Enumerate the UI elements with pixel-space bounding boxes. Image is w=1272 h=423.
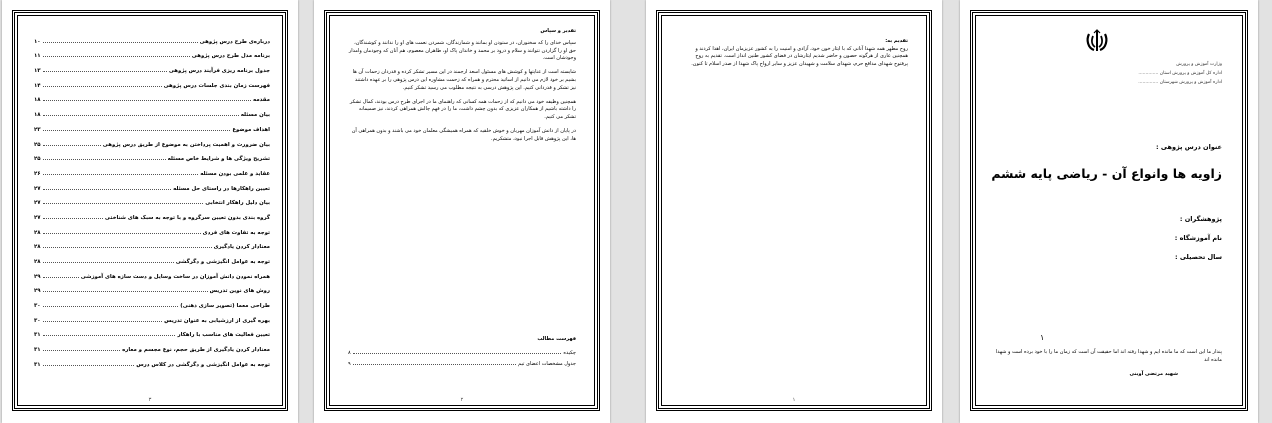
toc-entry	[34, 59, 270, 74]
contents-preview	[348, 336, 576, 367]
leader-dots	[43, 277, 79, 278]
page-number: ۱	[792, 397, 796, 403]
toc-entry-page: ۳۰	[34, 317, 41, 324]
page-border	[656, 10, 932, 411]
toc-entry	[34, 294, 270, 309]
leader-dots	[43, 218, 103, 219]
toc-entry-title: فهرست زمان بندی جلسات درس پژوهی	[163, 82, 270, 89]
page-number: ۳	[148, 397, 152, 403]
leader-dots	[43, 262, 174, 263]
cover-fields	[1000, 210, 1222, 267]
toc-entry-page: ۱۸	[34, 112, 41, 119]
toc-entry-page: ۲۵	[34, 141, 41, 148]
leader-dots	[353, 353, 562, 354]
item-title: چکیده	[563, 350, 576, 356]
toc-entry-title: بیان ضرورت و اهمیت پرداختن به موضوع از طریق درس پژوهی	[102, 141, 270, 148]
toc-entry	[34, 103, 270, 118]
toc-entry	[34, 148, 270, 163]
toc-entry-title: طراحی معما (تصویر سازی ذهنی)	[180, 303, 270, 310]
list-item	[348, 345, 576, 356]
toc-entry-title: مقدمه	[253, 97, 270, 104]
toc-entry-page: ۲۷	[34, 200, 41, 207]
toc-entry-page: ۱۸	[34, 97, 41, 104]
paragraph: همچنین وظیفه خود می دانیم که از زحمات همه کسانی که راهنمای ما در اجرای طرح درس بودند، کمال تشکر را داشته باشیم از همکاران عزیزی که بدون چشم داشت، ما را در فهم چالش همراهی کردند، نیز صمیمانه تشکر می کنیم.	[349, 98, 576, 121]
page-cover	[960, 0, 1258, 423]
toc-entry-title: جدول برنامه ریزی فرآیند درس پژوهی	[168, 68, 270, 75]
toc-entry-title: درباره‌ی طرح درس پژوهی	[199, 38, 270, 45]
page-acknowledgements	[314, 0, 610, 423]
toc-entry	[34, 133, 270, 148]
leader-dots	[43, 335, 176, 336]
school-year-field: سال تحصیلی :	[1174, 253, 1222, 261]
toc-entry	[34, 353, 270, 368]
leader-dots	[43, 174, 199, 175]
item-page: ۸	[348, 350, 351, 356]
toc-entry-page: ۲۶	[34, 170, 41, 177]
section-number: ۱	[1040, 333, 1045, 342]
item-title: جدول مشخصات اعضای تیم	[518, 361, 576, 367]
subject-label: عنوان درس پژوهی :	[1156, 143, 1222, 151]
page-dedication	[646, 0, 942, 423]
toc-entry-page: ۱۱	[34, 53, 41, 60]
toc-entry-title: توجه به عوامل انگیزشی و دگرگشی در کلاس درس	[136, 361, 270, 368]
leader-dots	[43, 189, 172, 190]
toc-entry	[34, 177, 270, 192]
toc-entry-page: ۲۳	[34, 126, 41, 133]
paragraph: در پایان از دانش آموزان مهربان و خوش خلقیه که همراه همیشگی معلمان خود می باشند و بدون همراهی آن ها، این پژوهش قابل اجرا نبود، متشکریم.	[351, 127, 576, 142]
leader-dots	[43, 100, 251, 101]
cover-quote	[990, 348, 1222, 378]
document-title: زاویه ها وانواع آن - ریاضی پایه ششم	[991, 166, 1222, 181]
leader-dots	[43, 321, 162, 322]
leader-dots	[43, 365, 135, 366]
toc-entry-title: همراه نمودن دانش آموزان در ساخت وسایل و دست سازه های آموزشی	[80, 273, 270, 280]
toc-entry-page: ۳۱	[34, 332, 41, 339]
toc-entry-title: تعیین راهکارها در راستای حل مسئله	[173, 185, 270, 192]
acknowledgement-heading: تقدیر و سپاس	[540, 28, 576, 34]
contents-heading: فهرست مطالب	[537, 336, 576, 342]
toc-entry	[34, 221, 270, 236]
toc-entry-page: ۲۹	[34, 288, 41, 295]
page-toc	[2, 0, 298, 423]
toc-entry-page: ۲۸	[34, 244, 41, 251]
ministry-line: وزارت آموزش و پرورش	[1176, 62, 1222, 67]
toc-entry	[34, 309, 270, 324]
toc-entry	[34, 162, 270, 177]
dedication-body	[680, 38, 908, 68]
toc-entry-title: بیان دلیل راهکار انتخابی	[205, 200, 270, 207]
toc-entry-page: ۲۵	[34, 156, 41, 163]
toc-entry	[34, 74, 270, 89]
iran-emblem-icon	[1084, 28, 1110, 54]
leader-dots	[43, 71, 167, 72]
leader-dots	[43, 233, 201, 234]
toc-entry-page: ۱۴	[34, 82, 41, 89]
quote-text: پندار ما این است که ما مانده ایم و شهدا رفته اند اما حقیقت آن است که زمان ما را با خود برده است و شهدا مانده اند	[995, 349, 1222, 363]
toc-entry	[34, 89, 270, 104]
toc-entry	[34, 206, 270, 221]
toc-entry-page: ۲۸	[34, 259, 41, 265]
quote-signature: شهید مرتضی آوینی	[1129, 371, 1178, 377]
toc-entry	[34, 324, 270, 339]
leader-dots	[43, 86, 162, 87]
toc-entry-title: تعیین فعالیت های مناسب با راهکار	[177, 332, 270, 339]
leader-dots	[43, 203, 204, 204]
toc-entry	[34, 45, 270, 60]
school-field: نام آموزشگاه :	[1174, 234, 1222, 242]
toc-entry-page: ۳۱	[34, 347, 41, 354]
leader-dots	[43, 56, 190, 57]
toc-entry-title: عقاید و علمی بودن مسئله	[200, 170, 270, 177]
table-of-contents	[34, 30, 270, 368]
page-number: ۲	[460, 397, 464, 403]
toc-entry-page: ۲۸	[34, 229, 41, 236]
toc-entry-page: ۱۰	[34, 38, 41, 45]
toc-entry-title: توجه به عوامل انگیزشی و دگرگشی	[175, 259, 270, 265]
toc-entry-page: ۳۰	[34, 303, 41, 310]
leader-dots	[43, 42, 198, 43]
leader-dots	[43, 145, 101, 146]
ministry-lines	[1000, 60, 1222, 87]
toc-entry-page: ۲۷	[34, 185, 41, 192]
toc-entry	[34, 192, 270, 207]
dedication-heading: تقدیم به:	[885, 38, 908, 44]
toc-entry	[34, 338, 270, 353]
leader-dots	[43, 247, 212, 248]
acknowledgement-body	[348, 28, 576, 150]
toc-entry-title: روش های نوین تدریس	[209, 288, 270, 295]
toc-entry-page: ۱۳	[34, 68, 41, 75]
toc-entry-title: تشریح ویژگی ها و شرایط خاص مسئله	[167, 156, 270, 163]
toc-entry-page: ۲۹	[34, 273, 41, 280]
toc-entry	[34, 280, 270, 295]
paragraph: سپاس خدای را که سخنوران، در ستودن او بمانند و شمارندگان، شمردن نعمت های او را ندانند و کوشندگان، حق او را گزاردن نتوانند و سلام و درود بر محمد و خاندان پاک او، طاهران معصوم، هم آنان که وجودمان وامدار وجودشان است.	[348, 39, 576, 62]
leader-dots	[43, 159, 166, 160]
toc-entry	[34, 30, 270, 45]
leader-dots	[43, 350, 121, 351]
toc-entry-title: معنادار کردن یادگیری	[213, 244, 270, 251]
paragraph: شایسته است از عنایتها و کوشش های مسئول اسعد ارجمند در این مسیر تشکر کرده و قدردان زحمات آن ها بشیم بر خود لازم می دانیم از اساتید محترم و همراه که زحمت مشاوره این درس پژوهی را بر عهده داشتند نیز تشکر و قدردانی کنیم. این پژوهش درسی به نتیجه مطلوب می رسید تشکر کنیم.	[352, 69, 576, 91]
toc-entry-title: بیان مسئله	[240, 112, 270, 119]
ministry-line: اداره کل آموزش و پرورش استان ..............	[1138, 71, 1222, 76]
toc-entry	[34, 250, 270, 265]
toc-entry-page: ۲۷	[34, 214, 41, 221]
toc-entry-title: معنادار کردن یادگیری از طریق حجم، نوع مجسم و معاره	[122, 347, 270, 354]
dedication-text: روح مطهر همه شهدا آنانی که با ایثار خون خود، آزادی و امنیت را به کشور عزیزمان ایران، اهدا کردند و همچنین عاری از هرگونه حصون و حاضر شدیم ایثارشان در فضای کشور طنین انداز است. تقدیم به روح پرفتوح شهدای مدافع حرم، شهدای سلامت و شهیدان عزیز و سایر ارواح پاک شهدا از صدر اسلام تا کنون.	[691, 45, 908, 67]
ministry-line: اداره آموزش و پرورش شهرستان ..............	[1138, 80, 1222, 85]
toc-entry	[34, 118, 270, 133]
leader-dots	[353, 364, 516, 365]
item-page: ۹	[348, 361, 351, 367]
leader-dots	[43, 130, 231, 131]
toc-entry-title: برنامه مدل طرح درس پژوهی	[191, 53, 270, 60]
toc-entry-title: گروه بندی بدون تعیین سرگروه و با توجه به سبک های شناختی	[104, 214, 270, 221]
leader-dots	[43, 291, 208, 292]
toc-entry-page: ۳۱	[34, 361, 41, 368]
leader-dots	[43, 306, 179, 307]
researchers-field: پژوهشگران :	[1179, 215, 1222, 223]
list-item	[348, 356, 576, 367]
toc-entry-title: توجه به تفاوت های فردی	[202, 229, 270, 236]
toc-entry-title: بهره گیری از ارزشیابی به عنوان تدریس	[164, 317, 270, 324]
toc-entry-title: اهداف موضوع	[232, 126, 270, 133]
toc-entry	[34, 236, 270, 251]
toc-entry	[34, 265, 270, 280]
leader-dots	[43, 115, 239, 116]
